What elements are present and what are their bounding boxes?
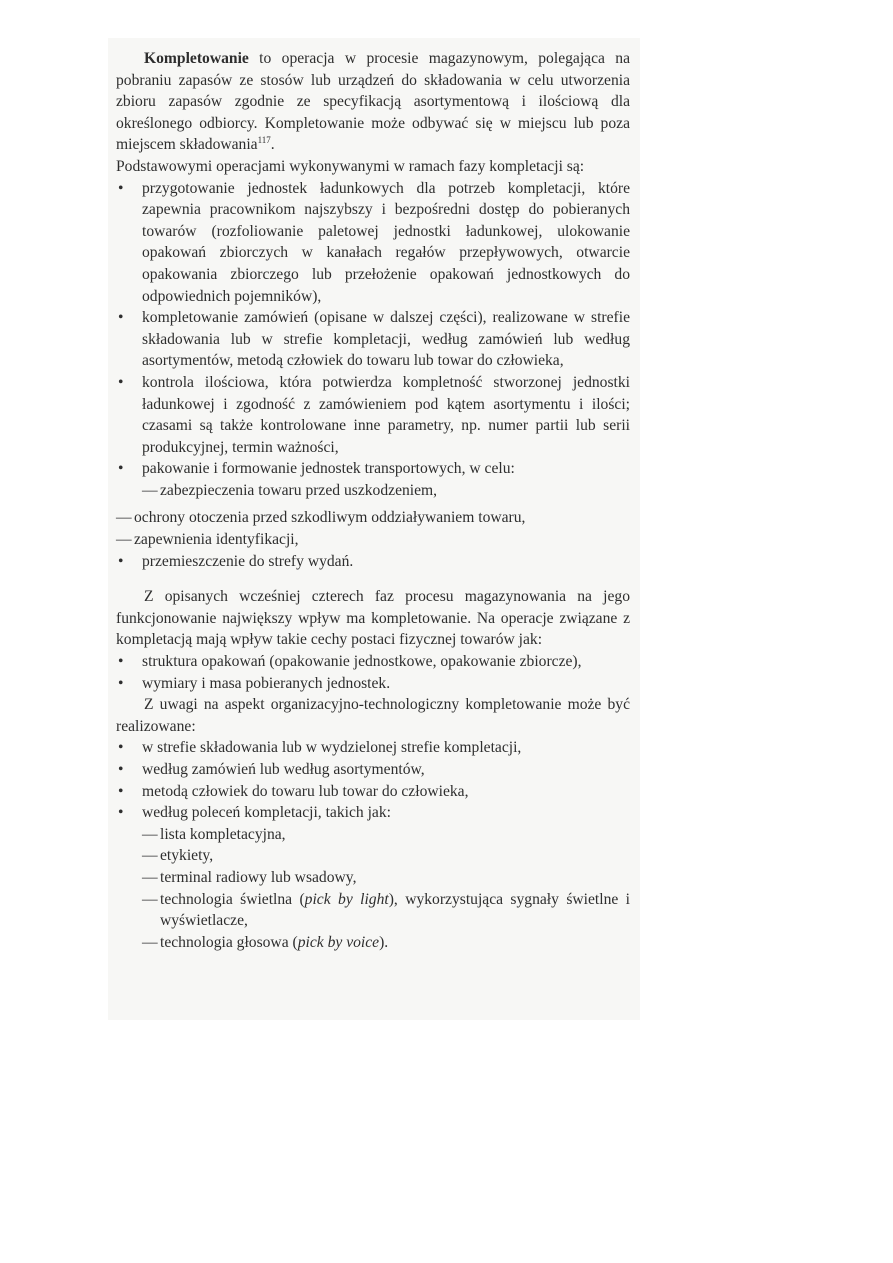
sub-list-item: — lista kompletacyjna, xyxy=(142,824,630,846)
list-item: • metodą człowiek do towaru lub towar do człowieka, xyxy=(116,781,630,803)
paragraph-organization: Z uwagi na aspekt organizacyjno-technologiczny kompletowanie może być realizowane: xyxy=(116,696,630,735)
sub-list-item: — terminal radiowy lub wsadowy, xyxy=(142,867,630,889)
sub-list-item: — etykiety, xyxy=(142,845,630,867)
operations-list xyxy=(116,178,630,502)
sub-list-item: — ochrony otoczenia przed szkodliwym oddziaływaniem towaru, xyxy=(116,507,630,529)
physical-features-list xyxy=(116,651,630,694)
document-page xyxy=(116,48,630,953)
operations-list-cont xyxy=(116,551,630,573)
list-item: • w strefie składowania lub w wydzielonej strefie kompletacji, xyxy=(116,737,630,759)
sub-list-item: — zapewnienia identyfikacji, xyxy=(116,529,630,551)
packing-purpose-list-cont xyxy=(116,507,630,550)
term-kompletowanie: Kompletowanie xyxy=(144,50,249,67)
realization-list xyxy=(116,737,630,953)
packing-purpose-list xyxy=(142,480,630,502)
list-item: • wymiary i masa pobieranych jednostek. xyxy=(116,673,630,695)
paragraph-phases: Z opisanych wcześniej czterech faz procesu magazynowania na jego funkcjonowanie największy wpływ ma kompletowanie. Na operacje związane z kompletacją mają wpływ takie cechy postaci fizycznej towarów jak: xyxy=(116,588,630,649)
paragraph-operations-intro: Podstawowymi operacjami wykonywanymi w ramach fazy kompletacji są: xyxy=(116,157,585,175)
sub-list-item: — technologia głosowa (pick by voice). xyxy=(142,932,630,954)
footnote-ref: 117 xyxy=(257,135,271,146)
sub-list-item: — technologia świetlna (pick by light), wykorzystująca sygnały świetlne i wyświetlacze, xyxy=(142,889,630,932)
picking-commands-list xyxy=(142,824,630,954)
sub-list-item: — zabezpieczenia towaru przed uszkodzeniem, xyxy=(142,480,630,502)
list-item: • kontrola ilościowa, która potwierdza kompletność stworzonej jednostki ładunkowej i zgodność z zamówieniem pod kątem asortymentu i ilości; czasami są także kontrolowane inne parametry, np. numer partii lub serii produkcyjnej, termin ważności, xyxy=(116,372,630,458)
list-item: • struktura opakowań (opakowanie jednostkowe, opakowanie zbiorcze), xyxy=(116,651,630,673)
list-item: • pakowanie i formowanie jednostek transportowych, w celu: — zabezpieczenia towaru przed uszkodzeniem, xyxy=(116,458,630,501)
list-item: • kompletowanie zamówień (opisane w dalszej części), realizowane w strefie składowania lub w strefie kompletacji, według zamówień lub według asortymentów, metodą człowiek do towaru lub towar do człowieka, xyxy=(116,307,630,372)
list-item: • przemieszczenie do strefy wydań. xyxy=(116,551,630,573)
list-item: • według zamówień lub według asortymentów, xyxy=(116,759,630,781)
paragraph-definition: Kompletowanie to operacja w procesie magazynowym, polegająca na pobraniu zapasów ze stosów lub urządzeń do składowania w celu utworzenia zbioru zapasów zgodnie ze specyfikacją asortymentową i ilościową dla określonego odbiorcy. Kompletowanie może odbywać się w miejscu lub poza miejscem składowania$^{117}$. xyxy=(116,50,630,154)
list-item: • według poleceń kompletacji, takich jak: — lista kompletacyjna, — etykiety, — terminal radiowy lub wsadowy, — technologia świetlna (pick by light), wykorzystująca sygnały świetlne i wyświetlacze, — technologia głosowa (pick by voice). xyxy=(116,802,630,953)
list-item: • przygotowanie jednostek ładunkowych dla potrzeb kompletacji, które zapewnia pracownikom najszybszy i bezpośredni dostęp do pobieranych towarów (rozfoliowanie paletowej jednostki ładunkowej, ulokowanie opakowań zbiorczych w kanałach regałów przepływowych, otwarcie opakowania zbiorczego lub przełożenie opakowań jednostkowych do odpowiednich pojemników), xyxy=(116,178,630,308)
